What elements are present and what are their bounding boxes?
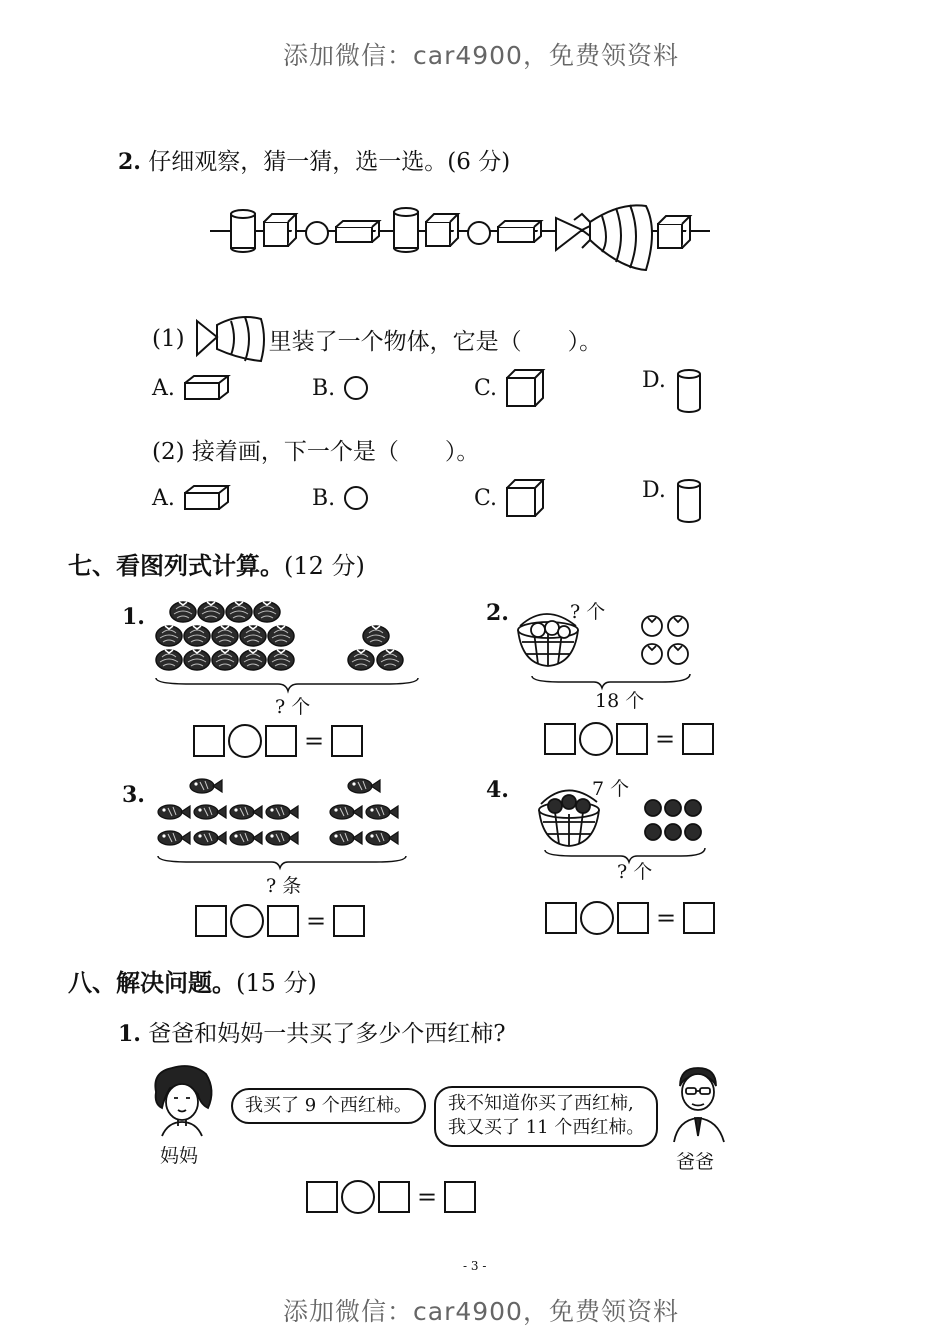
mom-label: 妈妈 [160,1145,199,1167]
page-number: - 3 - [463,1259,487,1273]
option-letter: D. [642,478,666,503]
question-text: 爸爸和妈妈一共买了多少个西红柿? [148,1021,506,1047]
problem-2-label: 18 个 [595,690,645,712]
option-letter: C. [474,485,498,511]
equals-sign: = [417,1183,438,1211]
dad-bubble-line-2: 我又买了 11 个西红柿。 [448,1117,645,1139]
section-title: 八、解决问题。 [68,969,236,997]
option-letter: A. [152,485,175,511]
operator-circle[interactable] [579,722,613,756]
shape-sequence-figure [210,200,720,290]
operator-circle[interactable] [230,904,264,938]
option-d[interactable] [642,478,704,524]
cylinder-shape [231,210,255,252]
equation-1 [193,724,363,758]
candy-wrapper-icon [195,315,267,363]
cube-icon [505,368,545,408]
cylinder-icon [676,478,704,524]
operator-circle[interactable] [228,724,262,758]
problem-1-number: 1. [122,604,145,630]
dad-illustration [666,1064,736,1144]
section-points: (12 分) [284,552,365,580]
mom-speech-bubble: 我买了 9 个西红柿。 [231,1088,426,1124]
cuboid-icon [183,374,231,402]
equals-sign: = [304,727,325,755]
option-b[interactable] [312,374,371,402]
answer-box[interactable] [265,725,297,757]
equation-4 [545,901,715,935]
cuboid-shape [336,221,379,242]
option-letter: C. [474,375,498,401]
result-box[interactable] [683,902,715,934]
result-box[interactable] [333,905,365,937]
option-d[interactable] [642,368,704,414]
equals-sign: = [655,725,676,753]
result-box[interactable] [444,1181,476,1213]
cylinder-icon [676,368,704,414]
result-box[interactable] [682,723,714,755]
problem-4-number: 4. [486,777,509,803]
question-number: 2. [118,149,141,175]
sphere-shape [306,222,328,244]
section-8-heading [68,963,317,998]
cuboid-icon [183,484,231,512]
answer-box[interactable] [544,723,576,755]
problem-3-number: 3. [122,782,145,808]
cylinder-shape [394,208,418,252]
tomato-figure [150,598,425,698]
options-row-1 [152,368,712,412]
result-box[interactable] [331,725,363,757]
equals-sign: = [656,904,677,932]
answer-box[interactable] [545,902,577,934]
equation-2 [544,722,714,756]
problem-8-1-heading [118,1015,506,1048]
fruit-basket-figure [535,782,715,862]
answer-box[interactable] [267,905,299,937]
sub-question-text: 里装了一个物体，它是（ ）。 [268,328,603,355]
option-a[interactable] [152,484,231,512]
section-7-heading [68,546,365,581]
option-letter: B. [312,485,336,511]
watermark-bottom: 添加微信：car4900，免费领资料 [283,1297,679,1326]
option-a[interactable] [152,374,231,402]
option-letter: D. [642,368,666,393]
dad-speech-bubble [434,1086,658,1147]
dad-label: 爸爸 [676,1151,715,1173]
sphere-icon [343,484,371,512]
candy-wrapper-shape [556,205,652,270]
sub-question-2: (2) 接着画，下一个是（ ）。 [152,439,480,465]
option-b[interactable] [312,484,371,512]
dad-bubble-line-1: 我不知道你买了西红柿, [448,1093,634,1114]
option-letter: B. [312,375,336,401]
question-title: 仔细观察，猜一猜，选一选。(6 分) [148,149,511,175]
sub-question-1 [152,315,602,363]
cube-icon [505,478,545,518]
sphere-icon [343,374,371,402]
mom-illustration [148,1064,218,1144]
equation-8-1 [306,1180,476,1214]
problem-1-label: ? 个 [275,696,311,718]
problem-4-label: ? 个 [617,861,653,883]
problem-3-label: ? 条 [266,875,302,897]
answer-box[interactable] [617,902,649,934]
problem-4-top-label: 7 个 [592,778,630,800]
section-title: 七、看图列式计算。 [68,552,284,580]
watermark-top: 添加微信：car4900，免费领资料 [283,41,679,70]
sphere-shape [468,222,490,244]
answer-box[interactable] [306,1181,338,1213]
question-2-heading [118,143,510,176]
option-letter: A. [152,375,175,401]
operator-circle[interactable] [580,901,614,935]
question-number: 1. [118,1021,141,1047]
basket-apples-figure [512,602,712,692]
section-points: (15 分) [236,969,317,997]
equals-sign: = [306,907,327,935]
problem-2-number: 2. [486,600,509,626]
sub-question-label: (1) [152,326,185,352]
answer-box[interactable] [378,1181,410,1213]
answer-box[interactable] [616,723,648,755]
operator-circle[interactable] [341,1180,375,1214]
equation-3 [195,904,365,938]
cuboid-shape [498,221,541,242]
answer-box[interactable] [195,905,227,937]
fish-figure [150,772,420,872]
options-row-2 [152,478,712,522]
problem-2-top-label: ? 个 [570,601,606,623]
answer-box[interactable] [193,725,225,757]
option-c[interactable] [474,368,545,408]
option-c[interactable] [474,478,545,518]
